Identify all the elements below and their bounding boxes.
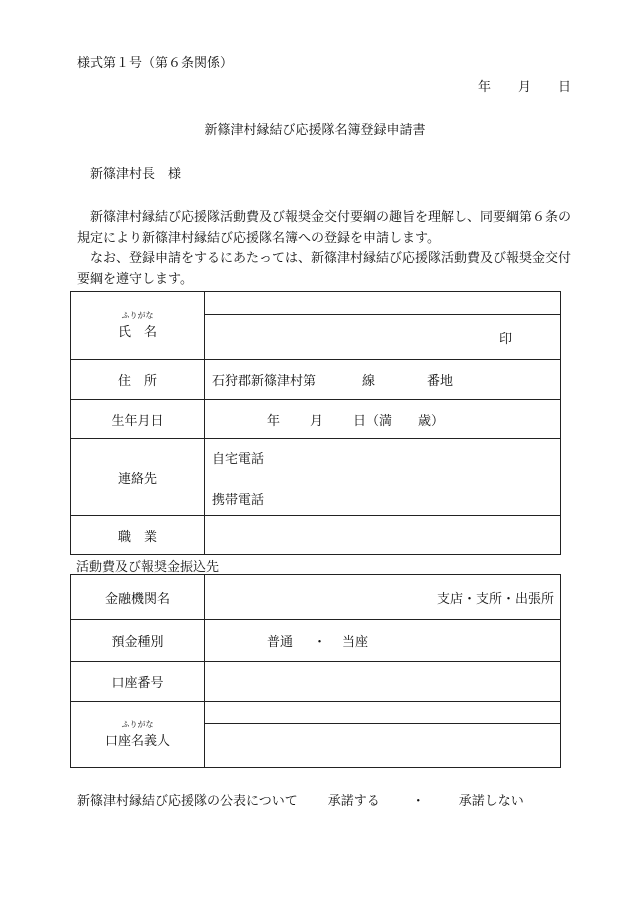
occupation-label: 職 業: [71, 516, 205, 555]
address-prefix: 石狩郡新篠津村第: [212, 374, 317, 389]
addressee: 新篠津村長 様: [90, 167, 182, 182]
deposit-type-field[interactable]: [205, 620, 561, 662]
occupation-field[interactable]: [205, 516, 561, 555]
bank-section-heading: 活動費及び報奨金振込先: [76, 560, 220, 575]
name-furigana-label: ふりがな: [121, 311, 154, 320]
deposit-regular-option[interactable]: 普通: [267, 635, 294, 650]
applicant-table: [70, 291, 561, 555]
paragraph-2: なお、登録申請をするにあたっては、新篠津村縁結び応援隊活動費及び報奨金交付要綱を遵守します。: [77, 251, 572, 287]
form-number: 様式第１号（第６条関係）: [77, 56, 234, 71]
name-furigana-field[interactable]: [205, 292, 561, 315]
birth-year: 年: [267, 413, 281, 429]
name-field[interactable]: [205, 315, 561, 360]
address-banchi: 番地: [427, 374, 454, 389]
date-year: 年: [478, 80, 492, 95]
account-holder-label: 口座名義人: [104, 734, 170, 749]
account-holder-field[interactable]: [205, 724, 561, 768]
birth-day: 日（満: [353, 413, 393, 429]
consent-separator: ・: [411, 794, 425, 809]
bank-table: [70, 574, 561, 768]
contact-label: 連絡先: [71, 439, 205, 516]
institution-field[interactable]: [205, 575, 561, 620]
deposit-type-label: 預金種別: [71, 620, 205, 662]
branch-options: 支店・支所・出張所: [436, 591, 554, 607]
address-label: 住 所: [71, 360, 205, 400]
address-line: 線: [362, 374, 376, 389]
date-month: 月: [518, 80, 532, 95]
home-phone-label: 自宅電話: [212, 452, 265, 467]
account-number-field[interactable]: [205, 662, 561, 702]
account-holder-label-cell: [71, 702, 205, 768]
publication-text: 新篠津村縁結び応援隊の公表について: [77, 794, 298, 809]
publication-consent-line: [77, 790, 524, 809]
birth-age: 歳）: [418, 413, 445, 429]
birthdate-label: 生年月日: [71, 400, 205, 439]
deposit-separator: ・: [313, 635, 327, 650]
birthdate-field[interactable]: [205, 400, 561, 439]
institution-label: 金融機関名: [71, 575, 205, 620]
date-line: [478, 76, 571, 95]
consent-yes-option[interactable]: 承諾する: [327, 794, 380, 809]
consent-no-option[interactable]: 承諾しない: [458, 794, 524, 809]
account-number-label: 口座番号: [71, 662, 205, 702]
account-holder-furigana-field[interactable]: [205, 702, 561, 724]
document-title: 新篠津村縁結び応援隊名簿登録申請書: [204, 123, 426, 138]
address-field[interactable]: [205, 360, 561, 400]
name-label: 氏 名: [117, 325, 157, 340]
name-label-cell: [71, 292, 205, 360]
deposit-current-option[interactable]: 当座: [342, 635, 369, 650]
seal-mark: 印: [498, 331, 512, 347]
birth-month: 月: [310, 413, 324, 429]
paragraph-1: 新篠津村縁結び応援隊活動費及び報奨金交付要綱の趣旨を理解し、同要綱第６条の規定により新篠津村縁結び応援隊名簿への登録を申請します。: [77, 210, 572, 246]
contact-field[interactable]: [205, 439, 561, 516]
account-holder-furigana-label: ふりがな: [121, 720, 154, 729]
mobile-phone-label: 携帯電話: [212, 493, 265, 508]
date-day: 日: [558, 80, 572, 95]
